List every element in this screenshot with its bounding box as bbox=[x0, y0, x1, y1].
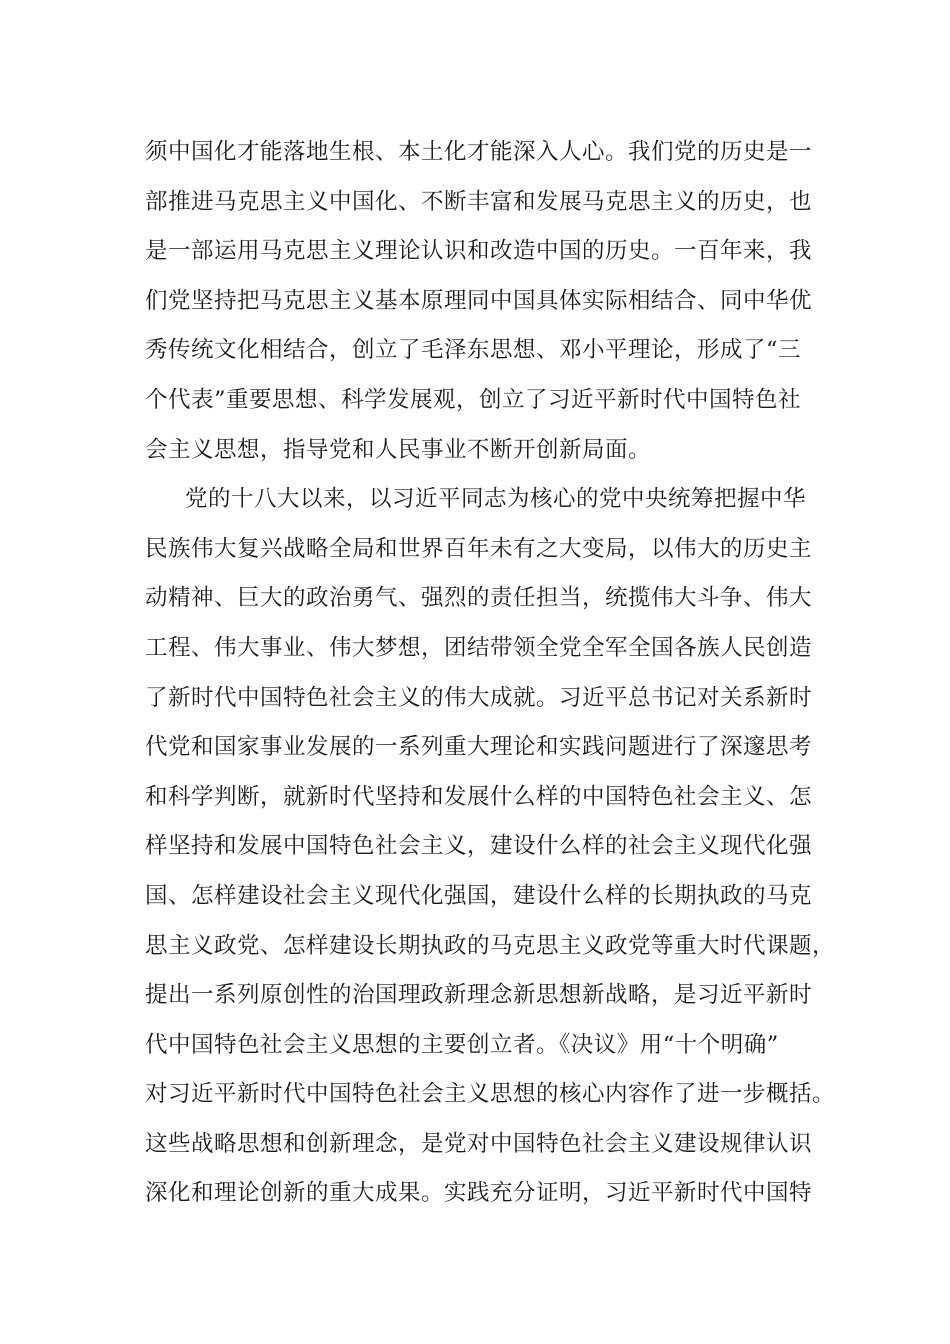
text-line: 是一部运用马克思主义理论认识和改造中国的历史。一百年来，我 bbox=[145, 238, 813, 265]
text-line: 代党和国家事业发展的一系列重大理论和实践问题进行了深邃思考 bbox=[145, 734, 813, 761]
text-line: 会主义思想，指导党和人民事业不断开创新局面。 bbox=[145, 436, 652, 463]
text-line: 代中国特色社会主义思想的主要创立者。《决议》用“十个明确” bbox=[145, 1031, 779, 1058]
text-line: 这些战略思想和创新理念，是党对中国特色社会主义建设规律认识 bbox=[145, 1130, 813, 1157]
text-line: 对习近平新时代中国特色社会主义思想的核心内容作了进一步概括。 bbox=[145, 1081, 836, 1108]
text-line: 党的十八大以来，以习近平同志为核心的党中央统筹把握中华 bbox=[185, 486, 807, 513]
text-line: 思主义政党、怎样建设长期执政的马克思主义政党等重大时代课题， bbox=[145, 932, 836, 959]
text-line: 了新时代中国特色社会主义的伟大成就。习近平总书记对关系新时 bbox=[145, 684, 813, 711]
text-line: 深化和理论创新的重大成果。实践充分证明，习近平新时代中国特 bbox=[145, 1180, 813, 1207]
text-line: 工程、伟大事业、伟大梦想，团结带领全党全军全国各族人民创造 bbox=[145, 634, 813, 661]
text-line: 民族伟大复兴战略全局和世界百年未有之大变局，以伟大的历史主 bbox=[145, 535, 813, 562]
text-line: 们党坚持把马克思主义基本原理同中国具体实际相结合、同中华优 bbox=[145, 287, 813, 314]
text-line: 国、怎样建设社会主义现代化强国，建设什么样的长期执政的马克 bbox=[145, 882, 813, 909]
text-line: 和科学判断，就新时代坚持和发展什么样的中国特色社会主义、怎 bbox=[145, 783, 813, 810]
text-line: 动精神、巨大的政治勇气、强烈的责任担当，统揽伟大斗争、伟大 bbox=[145, 585, 813, 612]
document-body bbox=[145, 128, 836, 1219]
text-line: 秀传统文化相结合，创立了毛泽东思想、邓小平理论，形成了“三 bbox=[145, 337, 802, 364]
text-line: 个代表”重要思想、科学发展观，创立了习近平新时代中国特色社 bbox=[145, 386, 802, 413]
text-line: 样坚持和发展中国特色社会主义，建设什么样的社会主义现代化强 bbox=[145, 833, 813, 860]
text-line: 部推进马克思主义中国化、不断丰富和发展马克思主义的历史，也 bbox=[145, 188, 813, 215]
paragraph bbox=[145, 128, 825, 475]
text-line: 提出一系列原创性的治国理政新理念新思想新战略，是习近平新时 bbox=[145, 982, 813, 1009]
text-line: 须中国化才能落地生根、本土化才能深入人心。我们党的历史是一 bbox=[145, 139, 813, 165]
paragraph bbox=[145, 475, 836, 1219]
